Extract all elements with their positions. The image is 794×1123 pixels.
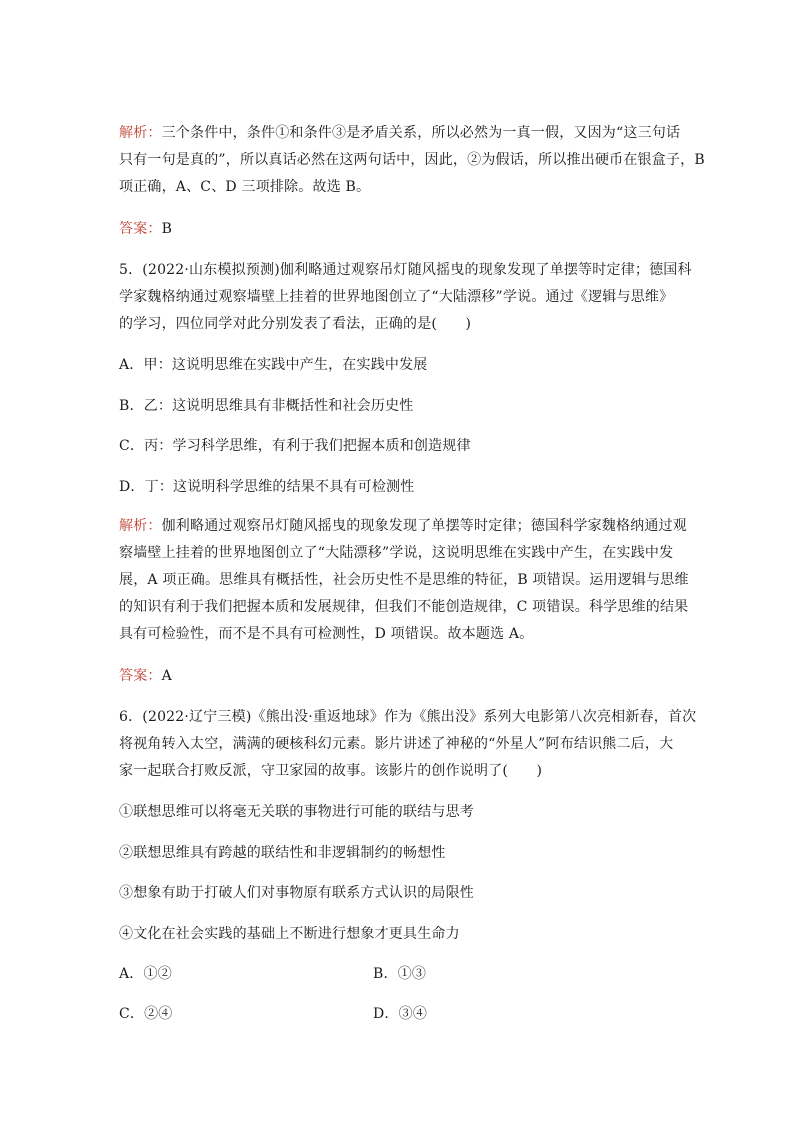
q6-statement-3: ③想象有助于打破人们对事物原有联系方式认识的局限性: [119, 885, 474, 901]
q5-answer: [119, 666, 172, 686]
prev-analysis-line-2: 只有一句是真的”，所以真话必然在这两句话中，因此，②为假话，所以推出硬币在银盒子，B: [119, 152, 705, 168]
q6-stem-line-1: 6．(2022·辽宁三模)《熊出没·重返地球》作为《熊出没》系列大电影第八次亮相新春，首次: [119, 709, 697, 725]
q5-option-a: A．甲：这说明思维在实践中产生，在实践中发展: [119, 357, 428, 373]
q5-analysis-line-5: 具有可检验性，而不是不具有可检测性，D 项错误。故本题选 A。: [119, 626, 534, 642]
analysis-label: 解析：: [119, 518, 162, 534]
q5-stem-line-2: 学家魏格纳通过观察墙壁上挂着的世界地图创立了“大陆漂移”学说。通过《逻辑与思维》: [119, 289, 674, 305]
q6-stem-line-2: 将视角转入太空，满满的硬核科幻元素。影片讲述了神秘的“外星人”阿布结识熊二后，大: [119, 736, 674, 752]
q6-statement-2: ②联想思维具有跨越的联结性和非逻辑制约的畅想性: [119, 845, 446, 861]
q5-option-c: C．丙：学习科学思维，有利于我们把握本质和创造规律: [119, 438, 471, 454]
q5-analysis-line-3: 展，A 项正确。思维具有概括性，社会历史性不是思维的特征，B 项错误。运用逻辑与思维: [119, 572, 689, 588]
q6-option-a: A．①②: [119, 966, 172, 982]
q6-statement-4: ④文化在社会实践的基础上不断进行想象才更具生命力: [119, 926, 460, 942]
q5-stem-line-3: 的学习，四位同学对此分别发表了看法，正确的是( ): [119, 316, 472, 332]
answer-value: B: [161, 221, 173, 237]
prev-answer: [119, 219, 172, 239]
q5-option-d: D．丁：这说明科学思维的结果不具有可检测性: [119, 479, 415, 495]
q6-option-b: B．①③: [373, 966, 427, 982]
q6-statement-1: ①联想思维可以将毫无关联的事物进行可能的联结与思考: [119, 804, 474, 820]
prev-analysis-line-1: 解析：三个条件中，条件①和条件③是矛盾关系，所以必然为一真一假，又因为“这三句话: [119, 125, 681, 141]
answer-value: A: [161, 668, 172, 684]
prev-analysis-line-3: 项正确，A、C、D 三项排除。故选 B。: [119, 179, 371, 195]
q6-option-c: C．②④: [119, 1006, 173, 1022]
q5-analysis-line-2: 察墙壁上挂着的世界地图创立了“大陆漂移”学说，这说明思维在实践中产生，在实践中发: [119, 545, 674, 561]
analysis-label: 解析：: [119, 125, 162, 141]
q5-analysis-line-1: 解析：伽利略通过观察吊灯随风摇曳的现象发现了单摆等时定律；德国科学家魏格纳通过观: [119, 518, 688, 534]
q6-stem-line-3: 家一起联合打败反派，守卫家园的故事。该影片的创作说明了( ): [119, 763, 543, 779]
answer-label: 答案：: [119, 221, 162, 237]
q5-analysis-line-4: 的知识有利于我们把握本质和发展规律，但我们不能创造规律，C 项错误。科学思维的结果: [119, 599, 689, 615]
q5-option-b: B．乙：这说明思维具有非概括性和社会历史性: [119, 398, 414, 414]
answer-label: 答案：: [119, 668, 162, 684]
q5-stem-line-1: 5．(2022·山东模拟预测)伽利略通过观察吊灯随风摇曳的现象发现了单摆等时定律；德国科: [119, 262, 692, 278]
q6-option-d: D．③④: [373, 1006, 428, 1022]
